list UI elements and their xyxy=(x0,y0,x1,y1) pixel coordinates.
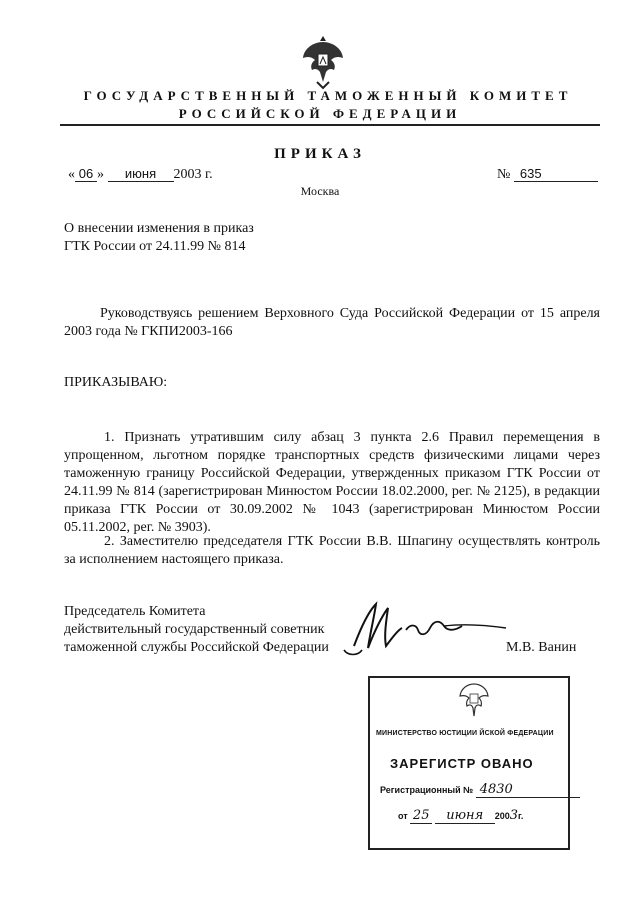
stamp-emblem xyxy=(458,682,490,720)
order-word: ПРИКАЗЫВАЮ: xyxy=(64,375,168,390)
order-date: « 06 » июня 2003 г. xyxy=(68,166,213,182)
order-number-value: 635 xyxy=(514,166,598,182)
stamp-reg-number-value: 4830 xyxy=(476,782,580,798)
organization-name-line1: ГОСУДАРСТВЕННЫЙ ТАМОЖЕННЫЙ КОМИТЕТ xyxy=(83,88,573,103)
date-day: 06 xyxy=(75,166,97,182)
order-item-1: 1. Признать утратившим силу абзац 3 пункта 2.6 Правил перемещения в упрощенном, льготном порядке транспортных средств физическими лицами через таможенную границу Российской Федерации, утвержденных приказом ГТК России от 24.11.99 № 814 (зарегистрирован Минюстом России 18.02.2000, рег. № 2125), в редакции приказа ГТК России от 30.09.2002 № 1043 (зарегистрирован Минюстом России 05.11.2002, рег. № 3903). xyxy=(64,430,600,535)
handwritten-signature xyxy=(340,590,510,670)
date-year-digit: 3 xyxy=(194,167,202,182)
subject: О внесении изменения в приказ ГТК России от 24.11.99 № 814 xyxy=(64,221,254,254)
stamp-date: от 25 июня 2003г. xyxy=(398,808,524,823)
registration-stamp xyxy=(368,676,570,850)
stamp-registration-number: Регистрационный № 4830 xyxy=(380,782,580,798)
basis-paragraph: Руководствуясь решением Верховного Суда Российской Федерации от 15 апреля 2003 года № ГКПИ2003-166 xyxy=(64,306,600,339)
document-type-title: ПРИКАЗ xyxy=(274,146,366,162)
city: Москва xyxy=(300,184,340,198)
order-item-2: 2. Заместителю председателя ГТК России В.В. Шпагину осуществлять контроль за исполнением настоящего приказа. xyxy=(64,534,600,567)
signatory-position: Председатель Комитета действительный государственный советник таможенной службы Российской Федерации xyxy=(64,604,329,655)
header-divider xyxy=(60,124,600,126)
date-year-prefix: 200 xyxy=(173,167,195,182)
coat-of-arms-emblem xyxy=(300,32,346,90)
date-month: июня xyxy=(108,166,174,182)
stamp-date-day: 25 xyxy=(410,808,432,824)
stamp-date-month: июня xyxy=(435,808,495,824)
stamp-registered: ЗАРЕГИСТР ОВАНО xyxy=(390,756,534,771)
signatory-name: М.В. Ванин xyxy=(506,640,577,655)
stamp-ministry: МИНИСТЕРСТВО ЮСТИЦИИ ЙСКОЙ ФЕДЕРАЦИИ xyxy=(376,730,554,737)
organization-name-line2: РОССИЙСКОЙ ФЕДЕРАЦИИ xyxy=(178,106,462,121)
order-number: № 635 xyxy=(497,166,598,183)
